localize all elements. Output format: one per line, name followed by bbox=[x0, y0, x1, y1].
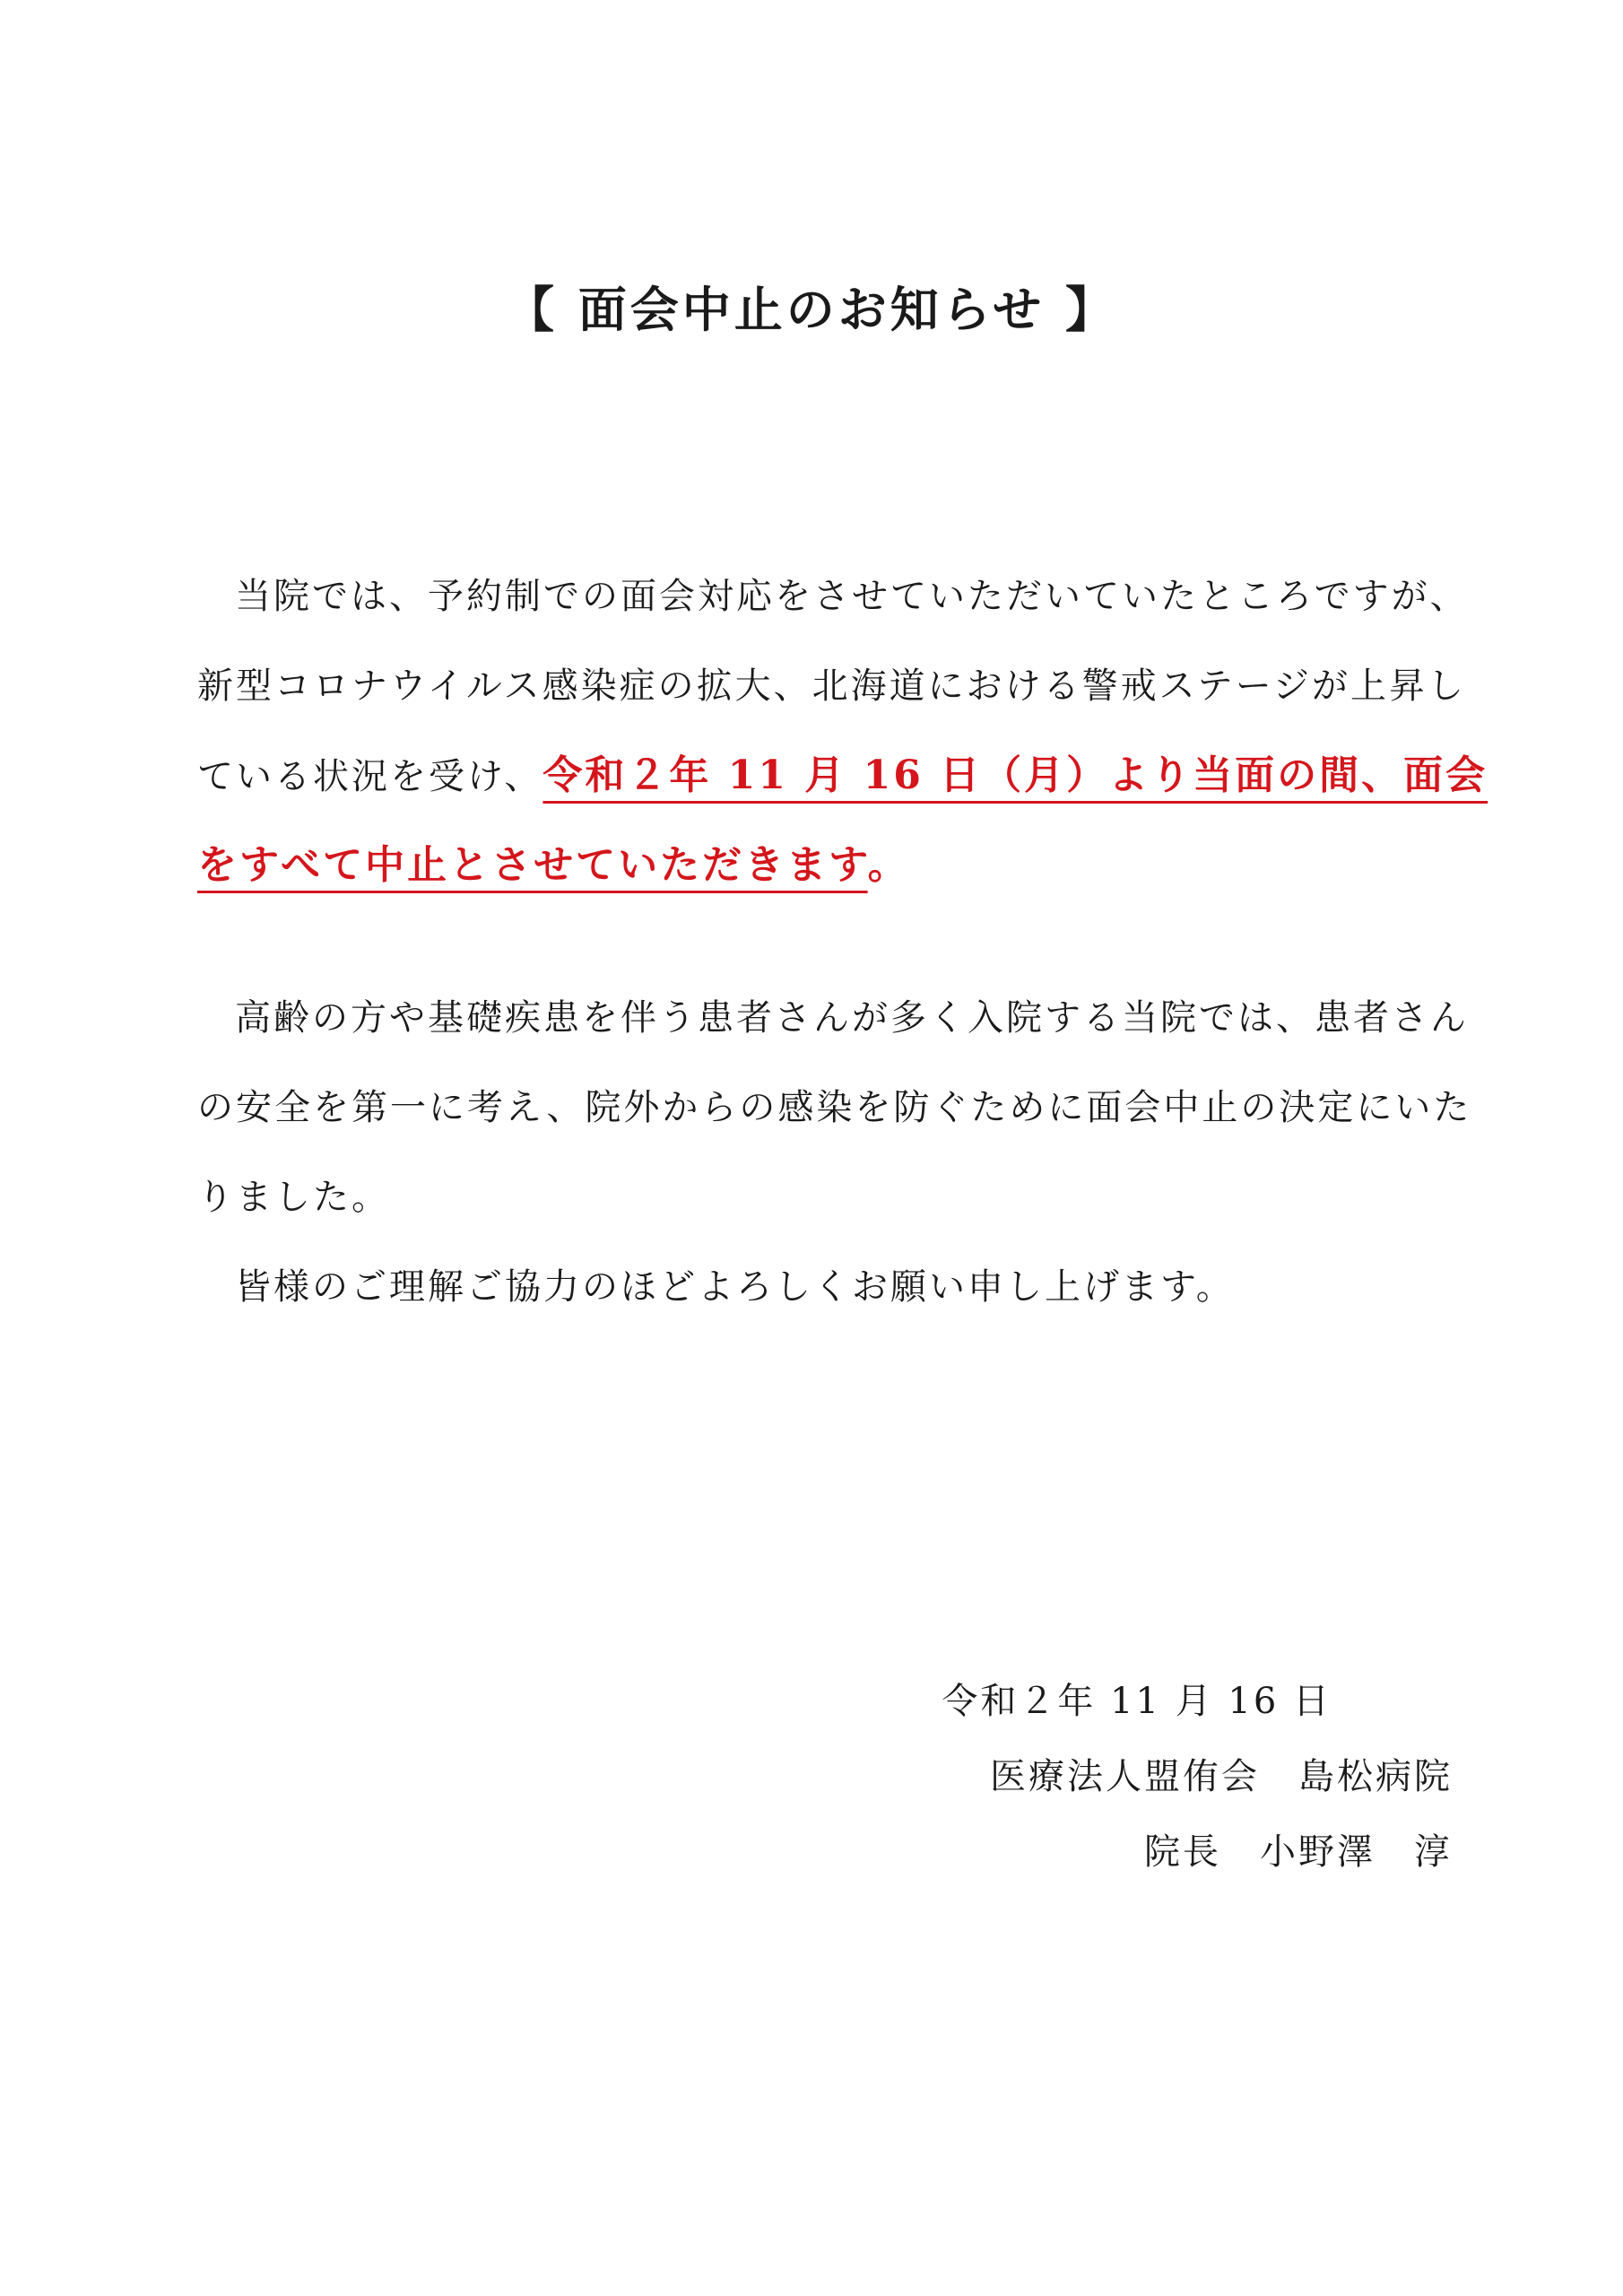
paragraph1-line4-suffix: 。 bbox=[867, 842, 910, 888]
paragraph2-line1: 高齢の方や基礎疾患を伴う患者さんが多く入院する当院では、患者さん bbox=[235, 997, 1469, 1039]
paragraph2-line2: の安全を第一に考え、院外からの感染を防ぐために面会中止の決定にいた bbox=[197, 1087, 1472, 1128]
paragraph1-line1: 当院では、予約制での面会対応をさせていただいていたところですが、 bbox=[235, 576, 1469, 617]
paragraph1-line2: 新型コロナウイルス感染症の拡大、北海道における警戒ステージが上昇し bbox=[197, 665, 1466, 707]
paragraph1-line3 bbox=[197, 731, 1488, 821]
paragraph1-line4 bbox=[197, 821, 1453, 910]
paragraph2-line4: 皆様のご理解ご協力のほどよろしくお願い申し上げます。 bbox=[235, 1266, 1235, 1308]
signature-date: 令和２年 11 月 16 日 bbox=[942, 1681, 1332, 1722]
page-title: 【 面会中止のお知らせ 】 bbox=[506, 281, 1117, 338]
paragraph2-line3: りました。 bbox=[197, 1177, 390, 1218]
signature-organization: 医療法人盟侑会 島松病院 bbox=[990, 1756, 1453, 1797]
paragraph1-line3-prefix: ている状況を受け、 bbox=[197, 756, 543, 797]
paragraph-visit-policy bbox=[197, 552, 1488, 910]
signature-block bbox=[942, 1664, 1453, 1890]
emphasis-cancellation-date: 令和２年 11 月 16 日（月）より当面の間、面会 bbox=[542, 752, 1488, 798]
paragraph-reason bbox=[197, 973, 1472, 1332]
signature-director: 院長 小野澤 淳 bbox=[1144, 1831, 1453, 1873]
emphasis-cancellation-statement: をすべて中止とさせていただきます bbox=[197, 842, 868, 888]
